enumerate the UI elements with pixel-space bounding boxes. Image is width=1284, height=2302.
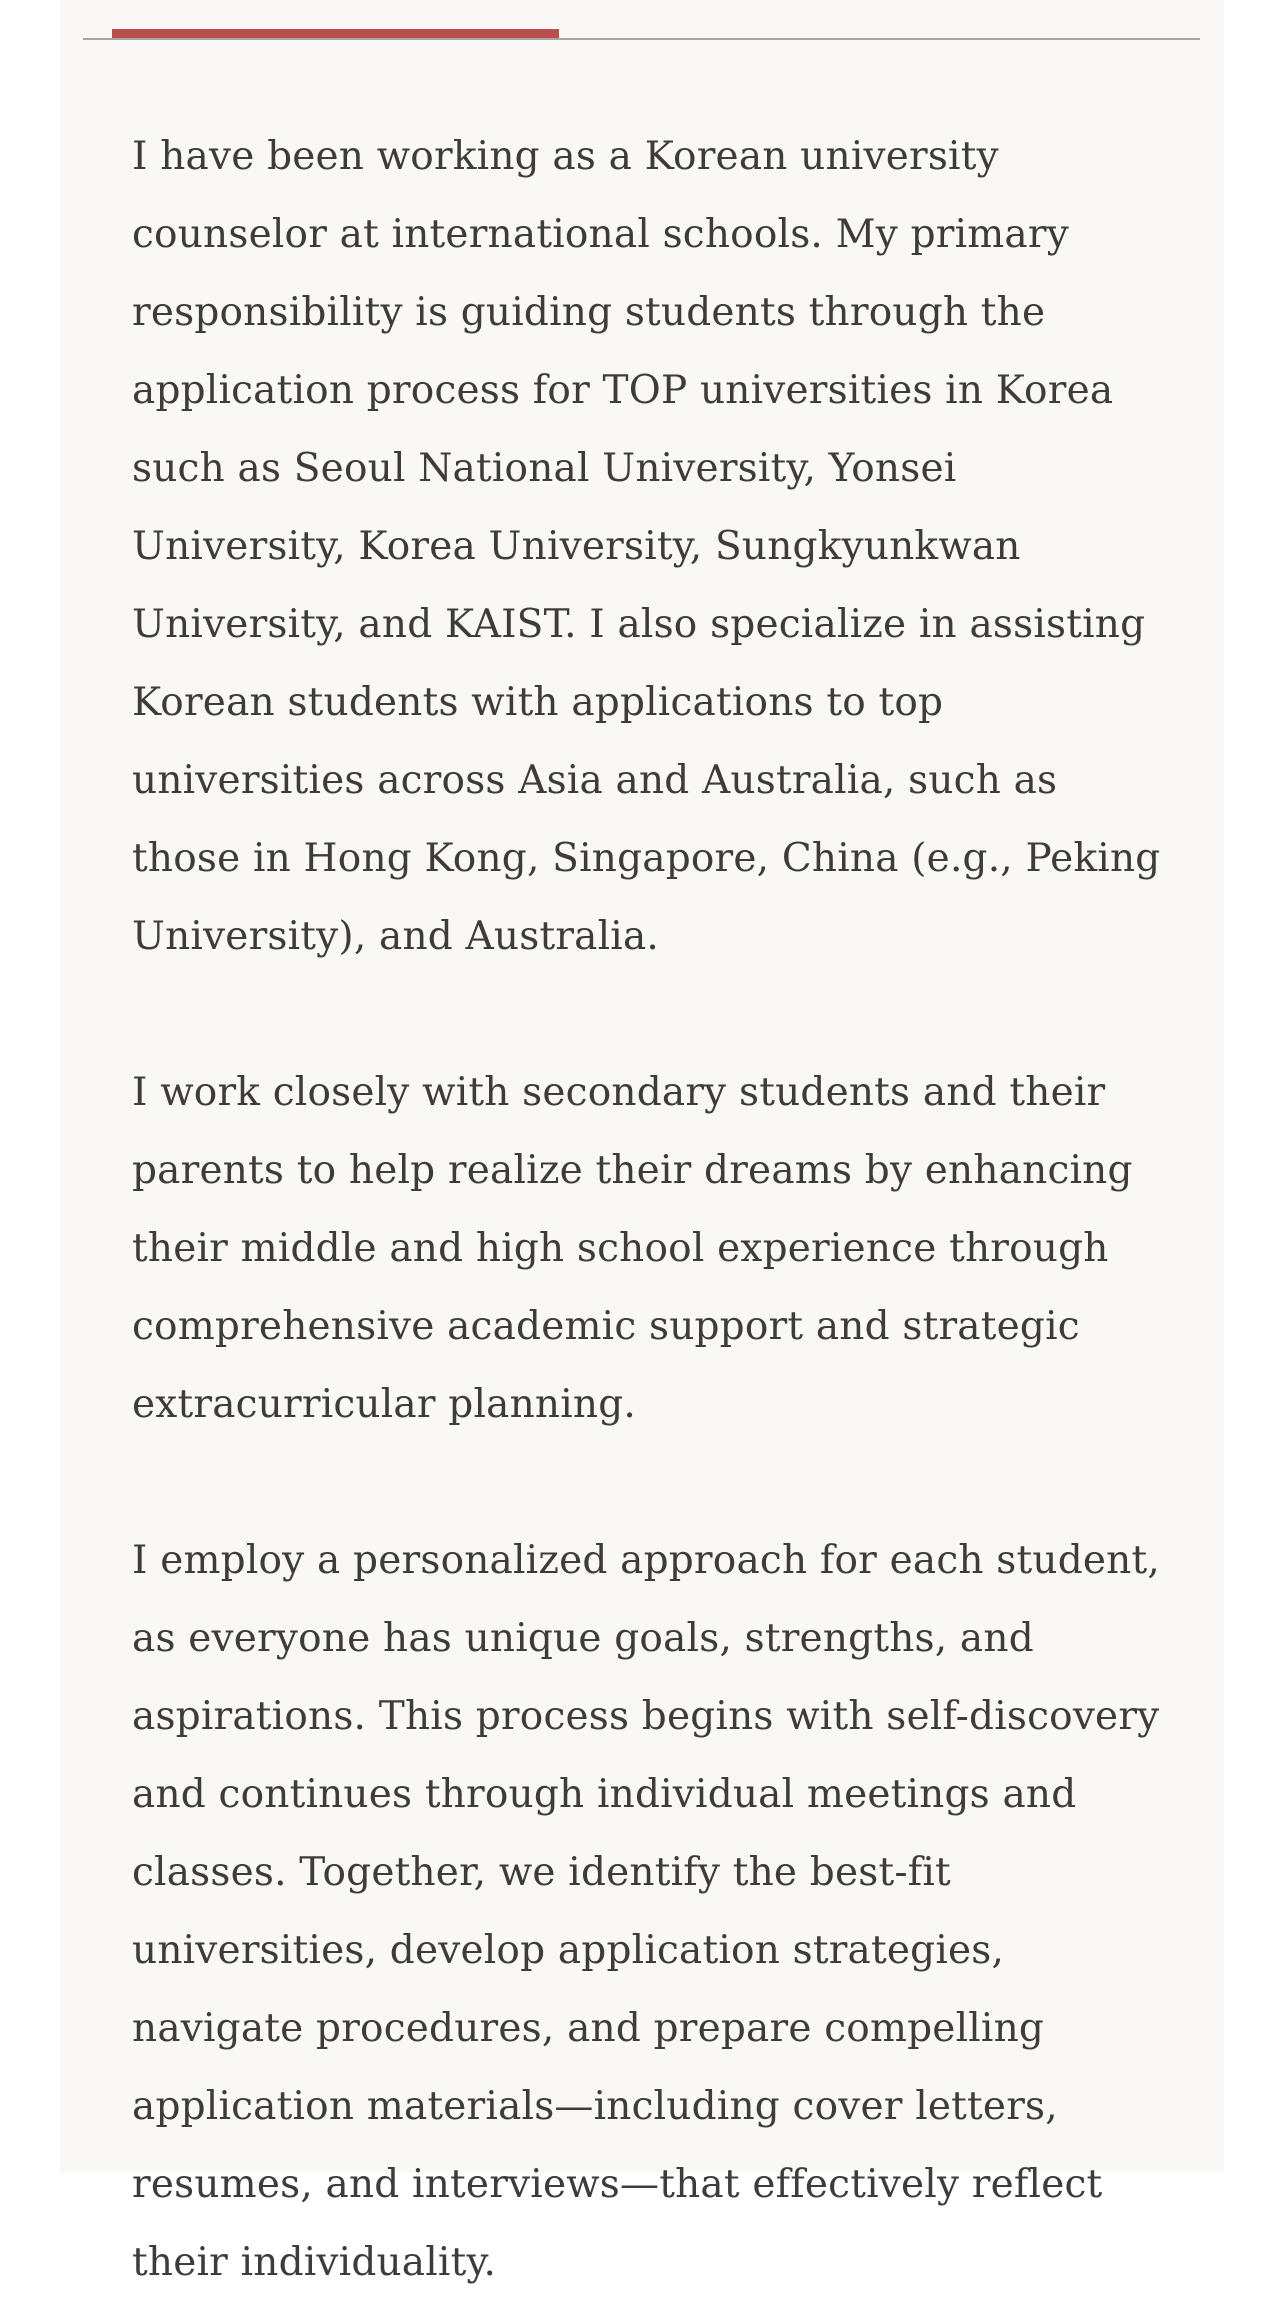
about-text: [132, 118, 1172, 2302]
about-paragraph-1: I have been working as a Korean university counselor at international schools. My primary responsibility is guiding students through the application process for TOP universities in Korea such as Seoul National University, Yonsei University, Korea University, Sungkyunkwan University, and KAIST. I also specialize in assisting Korean students with applications to top universities across Asia and Australia, such as those in Hong Kong, Singapore, China (e.g., Peking University), and Australia.: [132, 134, 1161, 959]
active-tab-indicator: [112, 29, 559, 38]
tab-underline: [83, 38, 1200, 40]
about-paragraph-2: I work closely with secondary students and their parents to help realize their dreams by enhancing their middle and high school experience through comprehensive academic support and strategic extracurricular planning.: [132, 1070, 1133, 1427]
about-card: [60, 0, 1224, 2285]
about-paragraph-3: I employ a personalized approach for each student, as everyone has unique goals, strengths, and aspirations. This process begins with self-discovery and continues through individual meetings and classes. Together, we identify the best-fit universities, develop application strategies, navigate procedures, and prepare compelling application materials—including cover letters, resumes, and interviews—that effectively reflect their individuality.: [132, 1538, 1160, 2285]
